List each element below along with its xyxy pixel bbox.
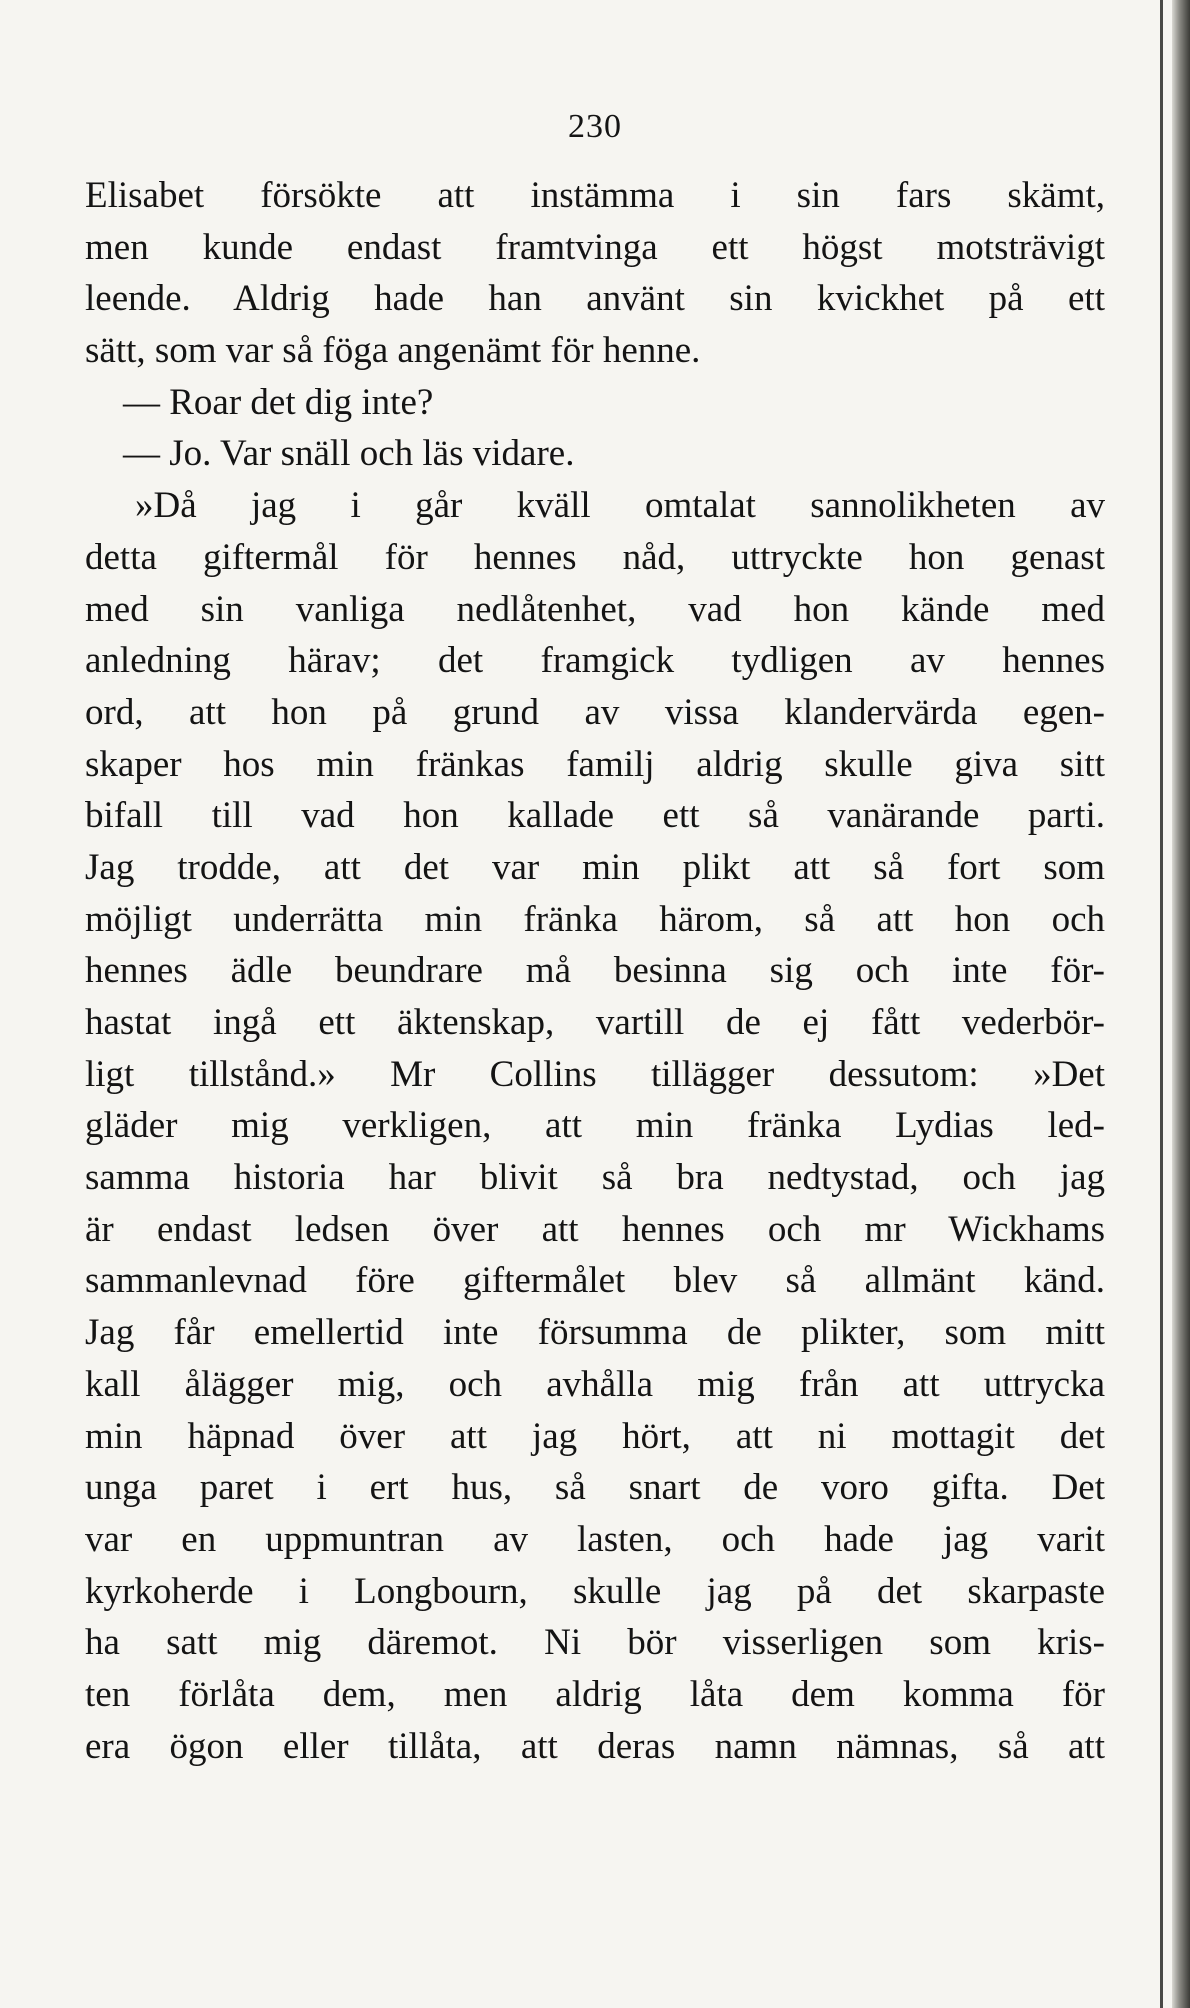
text-line: möjligt underrätta min fränka härom, så att hon och [85, 898, 1105, 940]
text-line: anledning härav; det framgick tydligen av hennes [85, 640, 1105, 682]
page-edge-shadow [1172, 0, 1190, 2008]
text-line: skaper hos min fränkas familj aldrig skulle giva sitt [85, 743, 1105, 785]
text-line: hennes ädle beundrare må besinna sig och inte för- [85, 950, 1105, 992]
page-number: 230 [568, 108, 622, 145]
text-line: »Då jag i går kväll omtalat sannolikheten av [135, 485, 1105, 527]
text-line: — Jo. Var snäll och läs vidare. [123, 433, 575, 475]
text-line: med sin vanliga nedlåtenhet, vad hon kände med [85, 588, 1105, 630]
text-line: men kunde endast framtvinga ett högst motsträvigt [85, 226, 1105, 268]
text-line: var en uppmuntran av lasten, och hade jag varit [85, 1518, 1105, 1560]
text-line: samma historia har blivit så bra nedtystad, och jag [85, 1157, 1105, 1199]
text-line: leende. Aldrig hade han använt sin kvickhet på ett [85, 278, 1105, 320]
text-line: gläder mig verkligen, att min fränka Lydias led- [85, 1105, 1105, 1147]
text-line: ord, att hon på grund av vissa klandervärda egen- [85, 691, 1105, 733]
text-line: ligt tillstånd.» Mr Collins tillägger dessutom: »Det [85, 1053, 1105, 1095]
text-line: Jag får emellertid inte försumma de plikter, som mitt [85, 1312, 1105, 1354]
text-line: hastat ingå ett äktenskap, vartill de ej fått vederbör- [85, 1002, 1105, 1043]
text-line: — Roar det dig inte? [123, 381, 434, 423]
text-line: är endast ledsen över att hennes och mr Wickhams [85, 1208, 1105, 1250]
text-line: Jag trodde, att det var min plikt att så fort som [85, 846, 1105, 888]
text-line: ten förlåta dem, men aldrig låta dem komma för [85, 1673, 1105, 1715]
text-line: sammanlevnad före giftermålet blev så allmänt känd. [85, 1260, 1105, 1302]
text-line: Elisabet försökte att instämma i sin fars skämt, [85, 175, 1105, 216]
text-line: sätt, som var så föga angenämt för henne. [85, 330, 701, 372]
text-line: kall ålägger mig, och avhålla mig från att uttrycka [85, 1363, 1105, 1405]
body-text [85, 170, 1105, 1772]
text-line: unga paret i ert hus, så snart de voro gifta. Det [85, 1467, 1105, 1509]
text-line: ha satt mig däremot. Ni bör visserligen som kris- [85, 1622, 1105, 1664]
text-line: era ögon eller tillåta, att deras namn nämnas, så att [85, 1725, 1105, 1767]
text-line: bifall till vad hon kallade ett så vanärande parti. [85, 795, 1105, 837]
text-line: min häpnad över att jag hört, att ni mottagit det [85, 1415, 1105, 1457]
text-line: kyrkoherde i Longbourn, skulle jag på det skarpaste [85, 1570, 1105, 1612]
page-edge-line [1160, 0, 1163, 2008]
text-line: detta giftermål för hennes nåd, uttryckte hon genast [85, 536, 1105, 578]
